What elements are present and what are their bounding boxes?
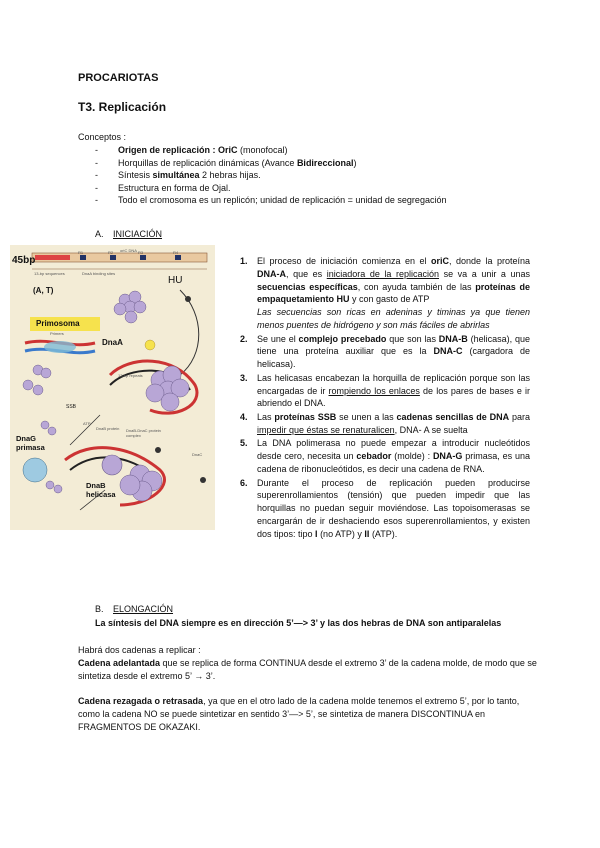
label-ssb: SSB (66, 404, 77, 410)
list-item: 2. Se une el complejo precebado que son las DNA-B (helicasa), que tiene una proteína auxiliar que es la DNA-C (cargadora de helicasa). (240, 333, 530, 370)
list-item: 1. El proceso de iniciación comienza en el oriC, donde la proteína DNA-A, que es iniciadora de la replicación se va a unir a unas secuencias específicas, con ayuda también de las proteínas de empaquetamiento HU y con gasto de ATP Las secuencias son ricas en adeninas y timinas ya que tienen menos puentes de hidrógeno y son más fáciles de abrirlas (240, 256, 530, 330)
lagging-strand-paragraph: Cadena rezagada o retrasada, ya que en el otro lado de la cadena molde tenemos el extremo 5’, por lo tanto, como la cadena NO se puede sintetizar en sentido 3’—> 5’, se sintetiza de manera DISCONTINUA en FRAGMENTOS DE OKAZAKI. (78, 696, 520, 732)
list-item: - Origen de replicación : OriC (monofocal) (95, 145, 288, 155)
label-13bp-repeats: 13-bp repeats (118, 373, 143, 378)
label-primers: Primers (50, 331, 64, 336)
section-b-heading: B. ELONGACIÓN (95, 604, 174, 614)
label-r4: R4 (173, 250, 179, 255)
list-item: 6. Durante el proceso de replicación pueden producirse superenrollamientos (tensión) que pueden impedir que las horquillas no puedan seguir moviéndose. Las topoisomerasas se encargarán de ir deshaciendo esos superenrollamientos, y existen dos tipos: tipo I (no ATP) y II (ATP). (240, 477, 530, 539)
label-dnab-helicasa: DnaB helicasa (86, 481, 116, 499)
initiation-steps (240, 255, 530, 541)
label-dnab-protein: DnaB protein (96, 426, 120, 431)
label-dnac: DnaC (192, 452, 203, 457)
label-atp: ATP (83, 421, 91, 426)
label-dnag-primasa: DnaG primasa (16, 434, 45, 452)
concepts-list (95, 144, 535, 207)
concepts-label: Conceptos : (78, 132, 127, 142)
leading-strand-paragraph: Cadena adelantada que se replica de forma CONTINUA desde el extremo 3’ de la cadena molde, de modo que se sintetiza desde el extremo 5’ → 3’. (78, 658, 537, 681)
elongation-intro: Habrá dos cadenas a replicar : (78, 645, 201, 655)
label-r2: R2 (108, 250, 114, 255)
list-item: 4. Las proteínas SSB se unen a las cadenas sencillas de DNA para impedir que éstas se renaturalicen, DNA- A se suelta (240, 411, 531, 435)
label-45bp: 45bp (12, 255, 36, 266)
list-item: 3. Las helicasas encabezan la horquilla de replicación porque son las encargadas de ir rompiendo los enlaces de los pares de bases e ir abriendo el DNA. (240, 372, 531, 409)
label-dnaa: DnaA (102, 338, 123, 347)
list-item: - Síntesis simultánea 2 hebras hijas. (95, 170, 261, 181)
label-r1: R1 (78, 250, 84, 255)
label-at: (A, T) (33, 286, 54, 295)
list-item: - Todo el cromosoma es un replicón; unidad de replicación = unidad de segregación (95, 195, 447, 206)
label-dnab-dnac: DnaB-DnaC protein complex (126, 428, 161, 438)
section-title: T3. Replicación (78, 100, 167, 114)
initiation-diagram (10, 245, 215, 530)
section-a-heading: A. INICIACIÓN (95, 229, 163, 239)
elongation-rule: La síntesis del DNA siempre es en dirección 5’—> 3’ y las dos hebras de DNA son antiparalelas (95, 618, 502, 628)
label-oric: oriC DNA (120, 248, 137, 253)
list-item: - Horquillas de replicación dinámicas (Avance Bidireccional) (95, 157, 357, 168)
label-r3: R3 (138, 250, 144, 255)
page-title: PROCARIOTAS (78, 72, 159, 84)
label-seq13: 13-bp sequences (34, 271, 65, 276)
list-item: - Estructura en forma de Ojal. (95, 182, 231, 193)
label-hu: HU (168, 275, 183, 286)
list-item: 5. La DNA polimerasa no puede empezar a introducir nucleótidos desde cero, necesita un cebador (molde) : DNA-G primasa, es una cadena de ribonucleótidos, es decir una cadena de RNA. (240, 438, 530, 474)
label-dnaa-sites: DnaA binding sites (82, 271, 116, 276)
label-primosoma: Primosoma (36, 319, 80, 328)
